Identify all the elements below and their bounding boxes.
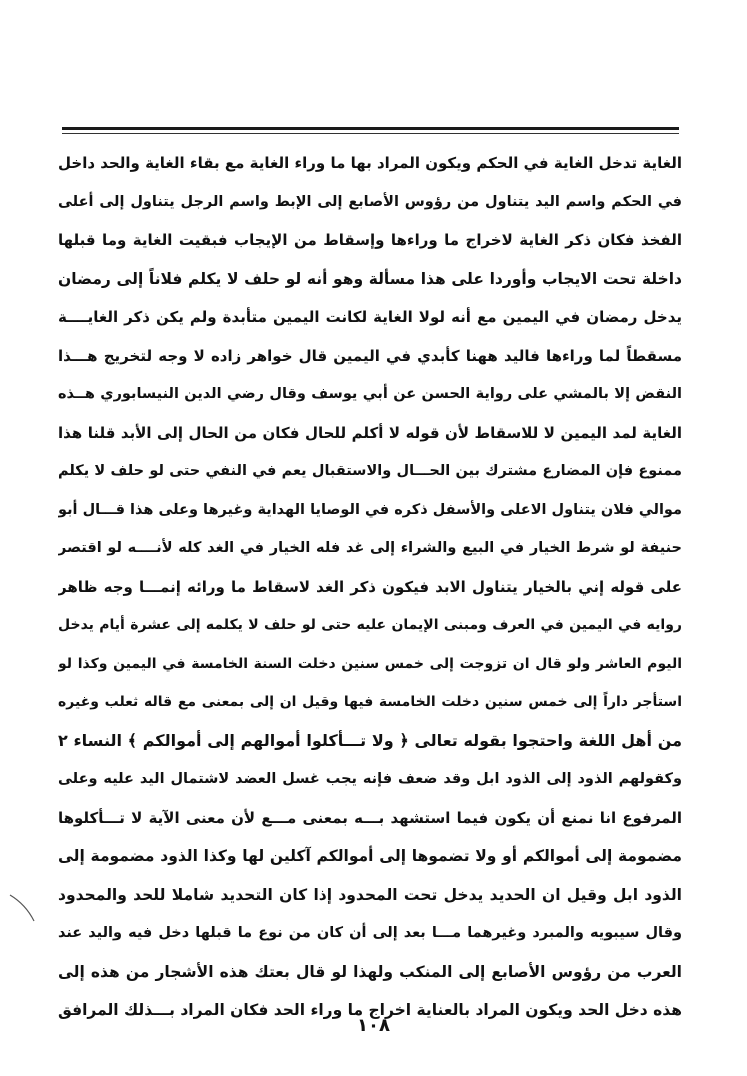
text-line: وكقولهم الذود إلى الذود ابل وقد ضعف فإنه يجب غسل العضد لاشتمال اليد عليه وعلى [58, 771, 682, 787]
text-line: موالي فلان يتناول الاعلى والأسفل ذكره في الوصايا الهداية وغيرها وعلى هذا قـــال أبو [58, 501, 682, 518]
page-number: ١٠٨ [357, 1015, 390, 1036]
text-line: هذه دخل الحد ويكون المراد بالعناية اخراج ما وراء الحد فكان المراد بـــذلك المرافق [58, 1001, 682, 1019]
text-line: وقال سيبويه والمبرد وغيرهما مـــا بعد إلى أن كان من نوع ما قبلها دخل فيه واليد عند [58, 925, 682, 941]
header-rule-thin [62, 133, 679, 134]
margin-pen-mark [8, 893, 36, 923]
text-line: حنيفة لو شرط الخيار في البيع والشراء إلى غد فله الخيار في الغد كله لأنــــه لو اقتصر [58, 540, 682, 556]
text-line: مضمومة إلى أموالكم أو ولا تضموها إلى أموالكم آكلين لها وكذا الذود مضمومة إلى [58, 847, 682, 865]
body-text [58, 144, 682, 1030]
text-line: العرب من رؤوس الأصابع إلى المنكب ولهذا لو قال بعتك هذه الأشجار من هذه إلى [58, 962, 682, 981]
text-line: اليوم العاشر ولو قال ان تزوجت إلى خمس سنين دخلت السنة الخامسة في اليمين وكذا لو [58, 655, 682, 672]
text-line: على قوله إني بالخيار يتناول الابد فيكون ذكر الغد لاسقاط ما ورائه إنمـــا وجه ظاهر [58, 577, 682, 596]
text-line: استأجر داراً إلى خمس سنين دخلت الخامسة فيها وقيل ان إلى بمعنى مع قاله ثعلب وغيره [58, 694, 682, 710]
text-line: في الحكم واسم اليد يتناول من رؤوس الأصابع إلى الإبط واسم الرجل يتناول إلى أعلى [58, 193, 682, 210]
text-line: من أهل اللغة واحتجوا بقوله تعالى ﴿ ولا تـــأكلوا أموالهم إلى أموالكم ﴾ النساء ٢ [58, 730, 682, 750]
text-line: داخلة تحت الايجاب وأوردا على هذا مسألة وهو أنه لو حلف لا يكلم فلاناً إلى رمضان [58, 269, 682, 288]
text-line: يدخل رمضان في اليمين مع أنه لولا الغاية لكانت اليمين متأبدة ولم يكن ذكر الغايــــة [58, 308, 682, 326]
text-line: المرفوع انا نمنع أن يكون فيما استشهد بـــه بمعنى مـــع لأن معنى الآية لا تـــأكلوها [58, 808, 682, 827]
text-line: روايه في اليمين في العرف ومبنى الإيمان عليه حتى لو حلف لا يكلمه إلى عشرة أيام يدخل [58, 617, 682, 633]
text-line: الذود ابل وقيل ان الحديد يدخل تحت المحدود إذا كان التحديد شاملا للحد والمحدود [58, 885, 682, 904]
text-line: الفخذ فكان ذكر الغاية لاخراج ما وراءها وإسقاط من الإيجاب فبقيت الغاية وما قبلها [58, 231, 682, 249]
text-line: مسقطاً لما وراءها فاليد ههنا كأبدي في اليمين قال خواهر زاده لا وجه لتخريج هـــذا [58, 346, 682, 365]
header-rule [62, 127, 679, 130]
text-line: ممنوع فإن المضارع مشترك بين الحـــال والاستقبال يعم في النفي حتى لو حلف لا يكلم [58, 463, 682, 479]
text-line: الغاية تدخل الغاية في الحكم ويكون المراد بها ما وراء الغاية مع بقاء الغاية والحد داخل [58, 154, 682, 172]
text-line: الغاية لمد اليمين لا للاسقاط لأن قوله لا أكلم للحال فكان من الحال إلى الأبد قلنا هذا [58, 423, 682, 442]
text-line: النقض إلا بالمشي على رواية الحسن عن أبي يوسف وقال رضي الدين النيسابوري هــذه [58, 386, 682, 402]
